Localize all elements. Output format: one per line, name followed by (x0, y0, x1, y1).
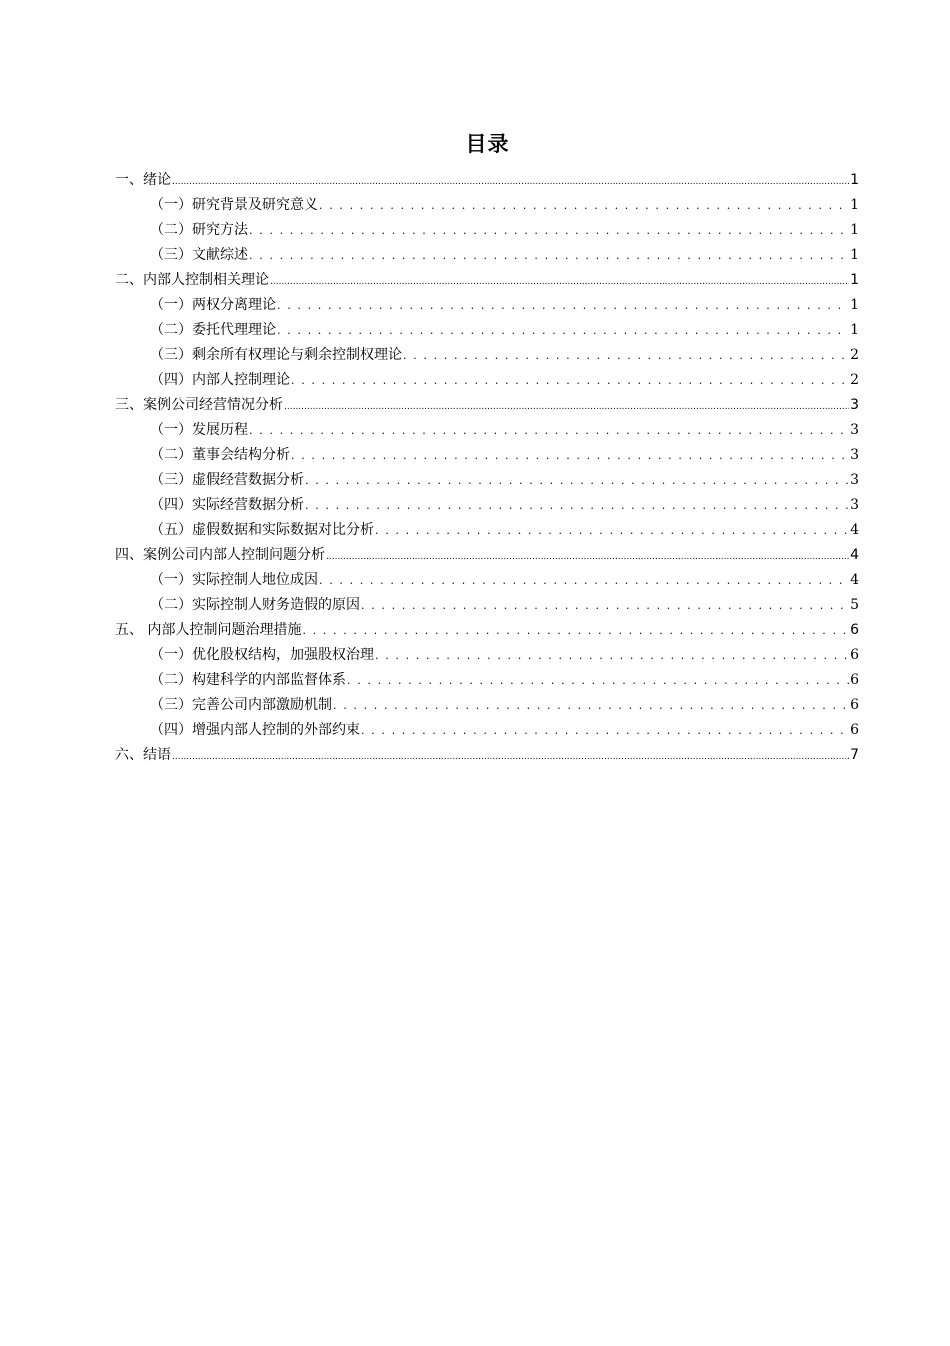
toc-section-entry[interactable] (115, 593, 859, 618)
toc-dot-leader (305, 468, 849, 493)
toc-section-entry[interactable] (115, 218, 859, 243)
toc-entry-label: 四、案例公司内部人控制问题分析 (115, 547, 325, 563)
toc-chapter-entry[interactable] (115, 743, 859, 768)
toc-page-number: 3 (850, 397, 859, 413)
toc-entry-label: （五）虚假数据和实际数据对比分析 (150, 522, 374, 538)
toc-dot-leader (347, 668, 849, 693)
toc-chapter-entry[interactable] (115, 543, 859, 568)
toc-dot-leader (375, 643, 849, 668)
toc-page-number: 1 (850, 222, 859, 238)
toc-dot-leader (326, 543, 849, 570)
toc-entry-label: （二）研究方法 (150, 222, 248, 238)
toc-section-entry[interactable] (115, 343, 859, 368)
toc-entry-label: （一）优化股权结构，加强股权治理 (150, 647, 374, 663)
toc-page-number: 4 (850, 522, 859, 538)
toc-dot-leader (249, 218, 849, 243)
toc-dot-leader (319, 193, 849, 218)
toc-dot-leader (291, 443, 849, 468)
toc-dot-leader (333, 693, 849, 718)
toc-dot-leader (284, 393, 849, 420)
toc-page-number: 2 (850, 372, 859, 388)
toc-dot-leader (277, 318, 849, 343)
toc-section-entry[interactable] (115, 643, 859, 668)
toc-page-number: 4 (850, 572, 859, 588)
toc-page-number: 1 (850, 297, 859, 313)
toc-chapter-entry[interactable] (115, 268, 859, 293)
toc-entry-label: 一、绪论 (115, 172, 171, 188)
toc-dot-leader (291, 368, 849, 393)
toc-entry-label: （四）增强内部人控制的外部约束 (150, 722, 360, 738)
toc-dot-leader (172, 743, 849, 770)
toc-entry-label: 三、案例公司经营情况分析 (115, 397, 283, 413)
toc-section-entry[interactable] (115, 243, 859, 268)
toc-entry-label: （三）虚假经营数据分析 (150, 472, 304, 488)
toc-dot-leader (172, 168, 849, 195)
toc-dot-leader (305, 493, 849, 518)
toc-section-entry[interactable] (115, 568, 859, 593)
toc-page-number: 6 (850, 672, 859, 688)
toc-chapter-entry[interactable] (115, 168, 859, 193)
toc-section-entry[interactable] (115, 518, 859, 543)
toc-entry-label: （二）实际控制人财务造假的原因 (150, 597, 360, 613)
toc-section-entry[interactable] (115, 318, 859, 343)
toc-entry-label: （一）实际控制人地位成因 (150, 572, 318, 588)
toc-dot-leader (403, 343, 849, 368)
toc-entry-label: （三）剩余所有权理论与剩余控制权理论 (150, 347, 402, 363)
toc-entry-label: （二）董事会结构分析 (150, 447, 290, 463)
toc-chapter-entry[interactable] (115, 618, 859, 643)
toc-page-number: 3 (850, 422, 859, 438)
toc-page-number: 4 (850, 547, 859, 563)
toc-entry-label: （四）内部人控制理论 (150, 372, 290, 388)
toc-page-number: 1 (850, 247, 859, 263)
toc-dot-leader (270, 268, 849, 295)
toc-entry-label: （二）委托代理理论 (150, 322, 276, 338)
toc-section-entry[interactable] (115, 668, 859, 693)
toc-entry-label: 二、内部人控制相关理论 (115, 272, 269, 288)
toc-entry-label: （四）实际经营数据分析 (150, 497, 304, 513)
toc-entry-label: （一）研究背景及研究意义 (150, 197, 318, 213)
toc-section-entry[interactable] (115, 293, 859, 318)
toc-section-entry[interactable] (115, 718, 859, 743)
toc-page-number: 5 (850, 597, 859, 613)
toc-section-entry[interactable] (115, 443, 859, 468)
toc-entry-label: （一）发展历程 (150, 422, 248, 438)
toc-page-number: 3 (850, 497, 859, 513)
toc-section-entry[interactable] (115, 193, 859, 218)
toc-section-entry[interactable] (115, 493, 859, 518)
toc-section-entry[interactable] (115, 368, 859, 393)
toc-dot-leader (249, 243, 849, 268)
toc-page-number: 1 (850, 172, 859, 188)
toc-dot-leader (277, 293, 849, 318)
toc-entry-label: （三）完善公司内部激励机制 (150, 697, 332, 713)
toc-chapter-entry[interactable] (115, 393, 859, 418)
toc-section-entry[interactable] (115, 693, 859, 718)
toc-page-number: 1 (850, 272, 859, 288)
toc-page-number: 6 (850, 622, 859, 638)
toc-page-number: 1 (850, 322, 859, 338)
toc-dot-leader (361, 718, 849, 743)
toc-page-number: 6 (850, 697, 859, 713)
toc-entry-label: （三）文献综述 (150, 247, 248, 263)
toc-page-number: 1 (850, 197, 859, 213)
toc-entry-label: 五、 内部人控制问题治理措施 (115, 622, 302, 638)
toc-dot-leader (319, 568, 849, 593)
toc-page-number: 6 (850, 647, 859, 663)
toc-entry-label: （二）构建科学的内部监督体系 (150, 672, 346, 688)
toc-dot-leader (361, 593, 849, 618)
toc-section-entry[interactable] (115, 468, 859, 493)
toc-entry-label: 六、结语 (115, 747, 171, 763)
toc-page-number: 3 (850, 447, 859, 463)
toc-page-number: 7 (850, 747, 859, 763)
toc-entry-label: （一）两权分离理论 (150, 297, 276, 313)
toc-section-entry[interactable] (115, 418, 859, 443)
toc-page-number: 3 (850, 472, 859, 488)
toc-dot-leader (249, 418, 849, 443)
toc-dot-leader (302, 618, 849, 643)
toc-dot-leader (375, 518, 849, 543)
toc-page-number: 6 (850, 722, 859, 738)
toc-page-number: 2 (850, 347, 859, 363)
table-of-contents (115, 168, 859, 768)
page-title: 目录 (465, 132, 510, 156)
